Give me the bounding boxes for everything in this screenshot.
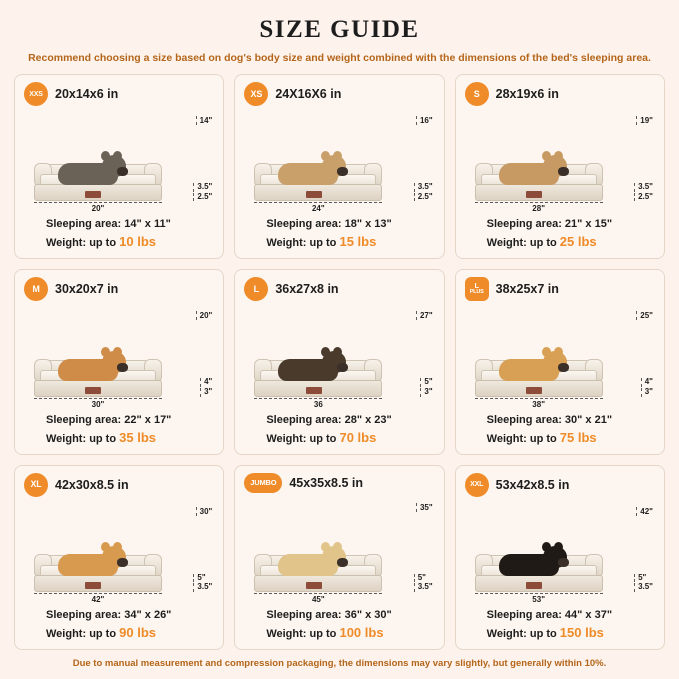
card-header: [244, 473, 434, 493]
dimension-height-labels: [414, 183, 433, 202]
weight-prefix: Weight:: [266, 628, 307, 641]
dimension-low-label: 2.5": [634, 193, 653, 202]
sleeping-area-row: [487, 413, 655, 429]
card-dimensions: 42x30x8.5 in: [55, 477, 129, 492]
card-header: [465, 82, 655, 106]
dimension-mid-label: 4": [641, 378, 653, 387]
dog-snout: [337, 363, 348, 372]
card-specs: [465, 608, 655, 643]
size-card-xl[interactable]: [14, 465, 224, 650]
card-dimensions: 28x19x6 in: [495, 87, 559, 101]
dimension-depth-label: 30": [196, 507, 213, 516]
dimension-mid-label: 5": [414, 574, 426, 583]
sleeping-area-value: 34" x 26": [124, 609, 172, 622]
size-card-xs[interactable]: [234, 74, 444, 259]
weight-uptolabel: up to: [89, 432, 117, 445]
weight-uptolabel: up to: [309, 237, 337, 250]
bed-brand-tag: [526, 582, 542, 589]
weight-prefix: Weight:: [486, 237, 527, 250]
sleeping-area-row: [266, 608, 434, 624]
weight-row: [266, 233, 434, 252]
dimension-width-label: 38": [475, 398, 603, 409]
sleeping-area-row: [46, 608, 214, 624]
dog-illustration: [491, 347, 565, 381]
dimension-width-label: 42": [34, 593, 162, 604]
weight-value: 90 lbs: [119, 625, 156, 641]
size-badge: XL: [24, 473, 48, 497]
weight-uptolabel: up to: [529, 432, 557, 445]
bed-illustration: [465, 303, 655, 410]
page-subtitle: Recommend choosing a size based on dog's body size and weight combined with the dimensions of the bed's sleeping area.: [28, 52, 651, 64]
card-specs: [24, 413, 214, 448]
sleeping-area-prefix: Sleeping area:: [266, 218, 342, 231]
dimension-low-label: 2.5": [414, 193, 433, 202]
bed-brand-tag: [85, 387, 101, 394]
dog-ear-right: [113, 347, 122, 357]
bed-brand-tag: [306, 582, 322, 589]
sleeping-area-value: 44" x 37": [564, 609, 613, 622]
weight-prefix: Weight:: [46, 628, 87, 641]
weight-value: 75 lbs: [559, 429, 597, 445]
dimension-depth-label: 19": [636, 116, 653, 125]
weight-value: 70 lbs: [339, 429, 377, 445]
card-header: [24, 82, 214, 106]
dimension-low-label: 3": [641, 388, 653, 397]
weight-uptolabel: up to: [529, 237, 557, 250]
dimension-mid-label: 3.5": [414, 183, 433, 192]
size-badge: S: [465, 82, 489, 106]
dog-ear-left: [321, 542, 330, 552]
size-badge: JUMBO: [244, 473, 282, 493]
bed-illustration: [24, 108, 214, 215]
card-specs: [465, 217, 655, 252]
size-badge: L PLUS: [465, 277, 489, 301]
sleeping-area-prefix: Sleeping area:: [266, 413, 342, 426]
bed-brand-tag: [306, 387, 322, 394]
bed-brand-tag: [306, 191, 322, 198]
dog-ear-left: [101, 151, 110, 161]
sleeping-area-prefix: Sleeping area:: [46, 413, 122, 426]
size-badge: XXS: [24, 82, 48, 106]
dog-snout: [558, 363, 569, 372]
size-card-l-plus[interactable]: [455, 269, 665, 454]
weight-row: [46, 624, 214, 643]
sleeping-area-row: [487, 608, 655, 624]
card-dimensions: 38x25x7 in: [495, 282, 559, 297]
dimension-width-label: 24": [254, 202, 382, 213]
size-badge: XXL: [465, 473, 489, 497]
bed-brand-tag: [526, 387, 542, 394]
size-badge: M: [24, 277, 48, 301]
dimension-width-label: 45": [254, 593, 382, 604]
dog-illustration: [50, 151, 124, 185]
dog-illustration: [491, 542, 565, 576]
dog-snout: [558, 558, 569, 567]
weight-prefix: Weight:: [266, 432, 307, 445]
sleeping-area-row: [46, 217, 214, 233]
bed-brand-tag: [526, 191, 542, 198]
dimension-width-label: 20": [34, 202, 162, 213]
page-title: SIZE GUIDE: [259, 16, 420, 43]
dog-illustration: [270, 151, 344, 185]
sleeping-area-value: 22" x 17": [124, 413, 172, 426]
dimension-depth-label: 25": [636, 311, 653, 320]
size-card-jumbo[interactable]: [234, 465, 444, 650]
weight-uptolabel: up to: [309, 432, 337, 445]
bed-illustration: [244, 495, 434, 606]
card-specs: [24, 217, 214, 252]
card-header: [244, 277, 434, 301]
dog-ear-left: [321, 347, 330, 357]
dimension-low-label: 2.5": [193, 193, 212, 202]
size-card-m[interactable]: [14, 269, 224, 454]
weight-prefix: Weight:: [46, 237, 87, 250]
dimension-height-labels: [634, 574, 653, 593]
dog-ear-left: [101, 542, 110, 552]
dimension-height-labels: [641, 378, 653, 397]
weight-value: 35 lbs: [119, 429, 156, 445]
disclaimer-note: Due to manual measurement and compression packaging, the dimensions may vary slightly, but generally within 10%.: [72, 658, 607, 669]
bed-illustration: [465, 108, 655, 215]
dog-illustration: [50, 347, 124, 381]
weight-value: 15 lbs: [339, 234, 377, 250]
dog-ear-left: [101, 347, 110, 357]
dimension-height-labels: [200, 378, 212, 397]
card-dimensions: 24X16X6 in: [275, 87, 342, 101]
size-card-xxl[interactable]: [455, 465, 665, 650]
dimension-depth-label: 20": [196, 311, 213, 320]
bed-brand-tag: [85, 582, 101, 589]
card-header: [465, 473, 655, 497]
card-header: [244, 82, 434, 106]
bed-illustration: [24, 303, 214, 410]
card-dimensions: 20x14x6 in: [55, 87, 119, 101]
sleeping-area-row: [266, 413, 434, 429]
dimension-width-label: 30": [34, 398, 162, 409]
bed-illustration: [24, 499, 214, 606]
sleeping-area-prefix: Sleeping area:: [266, 609, 342, 622]
weight-prefix: Weight:: [46, 432, 87, 445]
card-specs: [244, 608, 434, 643]
weight-row: [46, 233, 214, 252]
weight-value: 150 lbs: [559, 625, 604, 641]
card-specs: [244, 217, 434, 252]
dimension-mid-label: 4": [200, 378, 212, 387]
dimension-depth-label: 35": [416, 503, 433, 512]
dimension-mid-label: 3.5": [634, 183, 653, 192]
dog-illustration: [270, 542, 344, 576]
sleeping-area-row: [487, 217, 655, 233]
sleeping-area-row: [46, 413, 214, 429]
size-card-l[interactable]: [234, 269, 444, 454]
sleeping-area-value: 28" x 23": [344, 413, 392, 426]
dimension-mid-label: 5": [634, 574, 646, 583]
sleeping-area-prefix: Sleeping area:: [46, 218, 122, 231]
sleeping-area-prefix: Sleeping area:: [486, 413, 562, 426]
bed-illustration: [244, 108, 434, 215]
dimension-low-label: 3.5": [414, 583, 433, 592]
dimension-height-labels: [414, 574, 433, 593]
dimension-mid-label: 5": [420, 378, 432, 387]
dog-snout: [117, 558, 128, 567]
sleeping-area-row: [266, 217, 434, 233]
weight-uptolabel: up to: [89, 628, 117, 641]
dimension-depth-label: 16": [416, 116, 433, 125]
bed-brand-tag: [85, 191, 101, 198]
size-badge: XS: [244, 82, 268, 106]
weight-uptolabel: up to: [529, 628, 557, 641]
dog-ear-right: [554, 347, 563, 357]
weight-row: [487, 624, 655, 643]
sleeping-area-value: 18" x 13": [344, 218, 392, 231]
dog-illustration: [270, 347, 344, 381]
weight-row: [487, 233, 655, 252]
card-header: [24, 277, 214, 301]
sleeping-area-prefix: Sleeping area:: [46, 609, 122, 622]
weight-row: [266, 429, 434, 448]
dimension-low-label: 3.5": [193, 583, 212, 592]
sleeping-area-prefix: Sleeping area:: [486, 609, 562, 622]
dimension-low-label: 3": [200, 388, 212, 397]
sleeping-area-value: 21" x 15": [564, 218, 613, 231]
dog-ear-left: [321, 151, 330, 161]
card-dimensions: 30x20x7 in: [55, 282, 119, 297]
weight-row: [487, 429, 655, 448]
weight-value: 100 lbs: [339, 625, 384, 641]
dimension-height-labels: [634, 183, 653, 202]
bed-illustration: [244, 303, 434, 410]
dog-illustration: [491, 151, 565, 185]
dimension-height-labels: [420, 378, 432, 397]
dimension-height-labels: [193, 183, 212, 202]
dog-ear-left: [542, 347, 551, 357]
weight-row: [266, 624, 434, 643]
dog-illustration: [50, 542, 124, 576]
weight-row: [46, 429, 214, 448]
size-badge: L: [244, 277, 268, 301]
weight-prefix: Weight:: [266, 237, 307, 250]
sleeping-area-value: 30" x 21": [564, 413, 613, 426]
dimension-mid-label: 3.5": [193, 183, 212, 192]
dimension-depth-label: 27": [416, 311, 433, 320]
dimension-width-label: 36: [254, 398, 382, 409]
sleeping-area-prefix: Sleeping area:: [486, 218, 562, 231]
dog-snout: [117, 363, 128, 372]
dog-snout: [558, 167, 569, 176]
sleeping-area-value: 36" x 30": [344, 609, 392, 622]
weight-value: 25 lbs: [559, 234, 597, 250]
dog-ear-left: [542, 542, 551, 552]
size-card-s[interactable]: [455, 74, 665, 259]
dimension-width-label: 28": [475, 202, 603, 213]
card-header: [24, 473, 214, 497]
dog-ear-right: [554, 542, 563, 552]
dog-ear-left: [542, 151, 551, 161]
weight-prefix: Weight:: [486, 432, 527, 445]
card-header: [465, 277, 655, 301]
weight-uptolabel: up to: [309, 628, 337, 641]
weight-prefix: Weight:: [486, 628, 527, 641]
dimension-low-label: 3": [420, 388, 432, 397]
size-card-xxs[interactable]: [14, 74, 224, 259]
card-specs: [24, 608, 214, 643]
card-dimensions: 53x42x8.5 in: [495, 477, 570, 492]
dimension-depth-label: 42": [636, 507, 653, 516]
bed-illustration: [465, 499, 655, 606]
dimension-height-labels: [193, 574, 212, 593]
card-dimensions: 45x35x8.5 in: [289, 475, 363, 490]
dimension-mid-label: 5": [193, 574, 205, 583]
size-card-grid: [14, 74, 665, 650]
card-specs: [465, 413, 655, 448]
weight-value: 10 lbs: [119, 234, 156, 250]
dimension-width-label: 53": [475, 593, 603, 604]
sleeping-area-value: 14" x 11": [124, 218, 171, 231]
weight-uptolabel: up to: [89, 237, 117, 250]
dimension-depth-label: 14": [196, 116, 213, 125]
dimension-low-label: 3.5": [634, 583, 653, 592]
card-dimensions: 36x27x8 in: [275, 282, 339, 297]
card-specs: [244, 413, 434, 448]
